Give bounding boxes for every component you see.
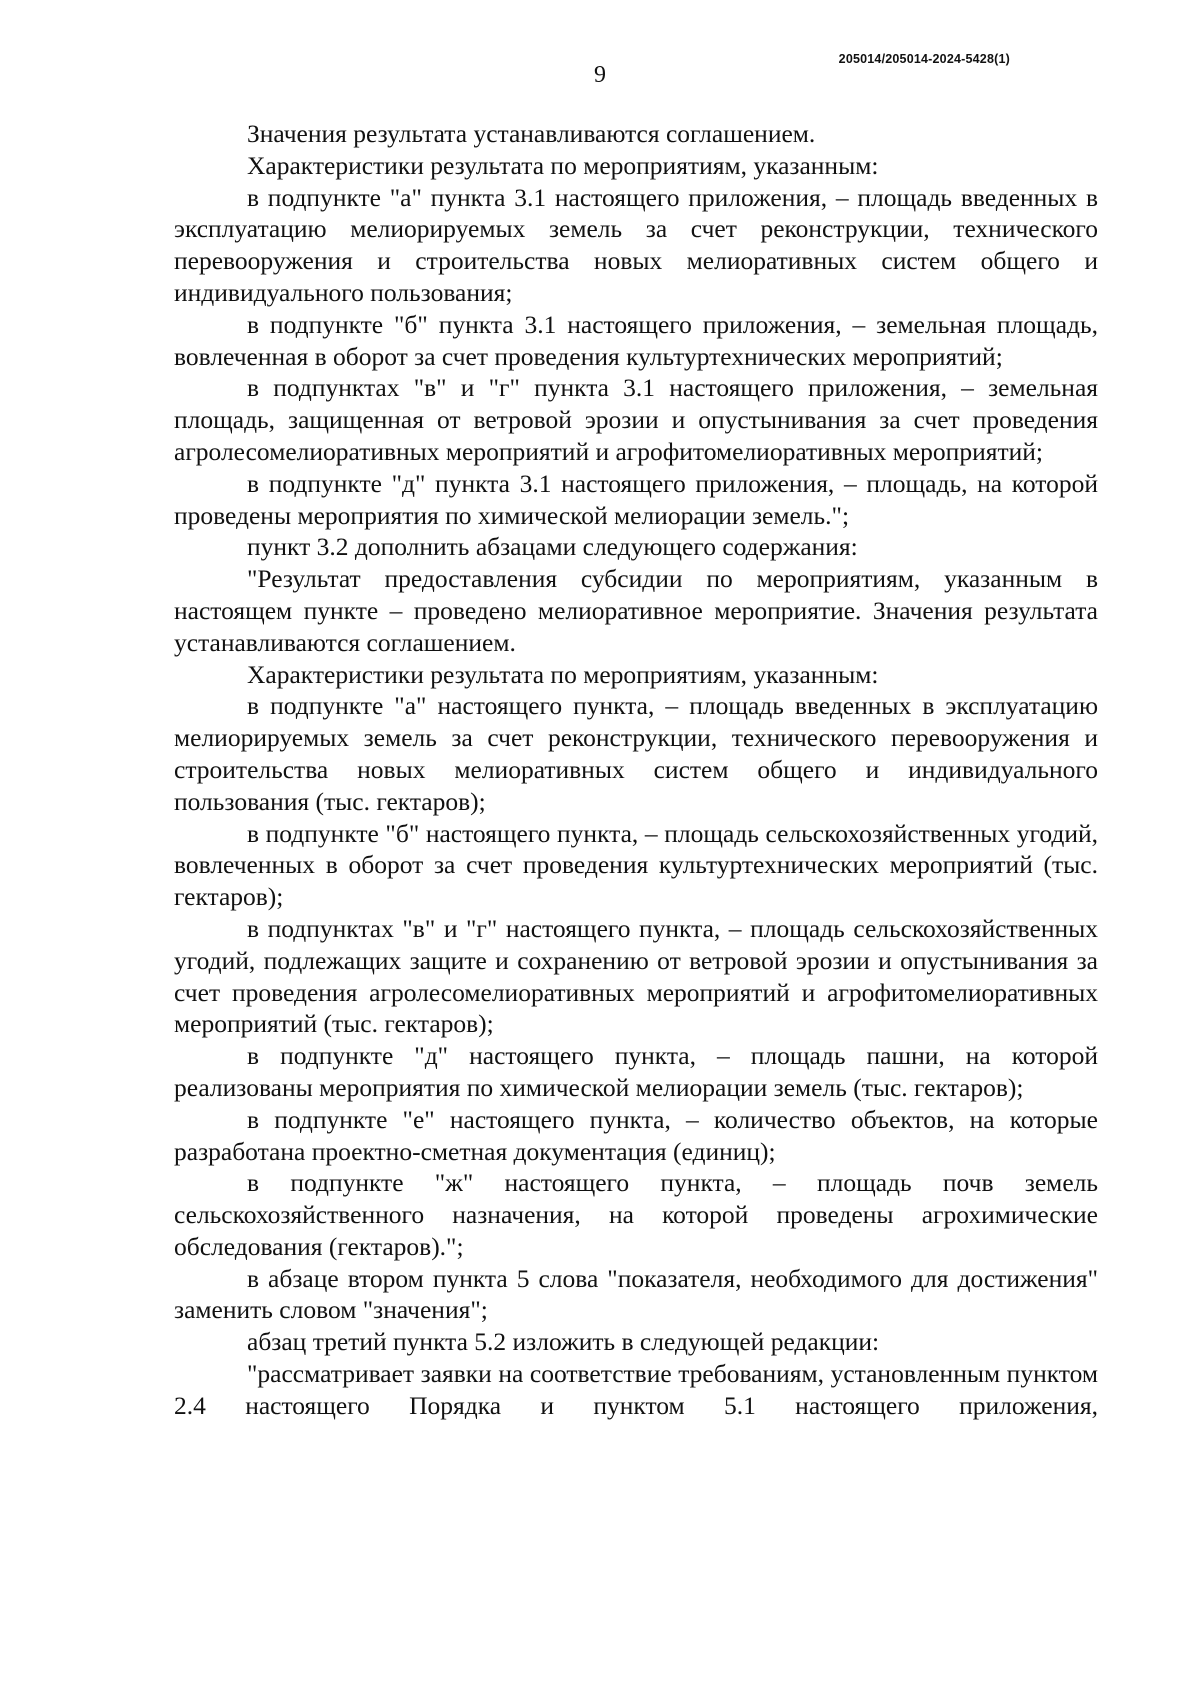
paragraph: в подпункте "б" пункта 3.1 настоящего приложения, – земельная площадь, вовлеченная в оборот за счет проведения культуртехнических мероприятий; bbox=[174, 309, 1098, 371]
paragraph: абзац третий пункта 5.2 изложить в следующей редакции: bbox=[247, 1327, 880, 1357]
paragraph: в подпунктах "в" и "г" настоящего пункта, – площадь сельскохозяйственных угодий, подлежащих защите и сохранению от ветровой эрозии и опустынивания за счет проведения агролесомелиоративных мероприятий и агрофитомелиоративных мероприятий (тыс. гектаров); bbox=[174, 913, 1098, 1039]
document-body bbox=[174, 118, 1098, 1422]
paragraph: Значения результата устанавливаются соглашением. bbox=[247, 119, 816, 148]
paragraph: Характеристики результата по мероприятиям, указанным: bbox=[247, 659, 879, 689]
paragraph: в подпунктах "в" и "г" пункта 3.1 настоящего приложения, – земельная площадь, защищенная от ветровой эрозии и опустынивания за счет проведения агролесомелиоративных мероприятий и агрофитомелиоративных мероприятий; bbox=[174, 373, 1098, 466]
document-id: 205014/205014-2024-5428(1) bbox=[838, 52, 1010, 66]
paragraph: в абзаце втором пункта 5 слова "показателя, необходимого для достижения" заменить словом "значения"; bbox=[174, 1263, 1098, 1325]
paragraph: "рассматривает заявки на соответствие требованиям, установленным пунктом 2.4 настоящего Порядка и пунктом 5.1 настоящего приложения, bbox=[174, 1359, 1098, 1420]
paragraph: в подпункте "ж" настоящего пункта, – площадь почв земель сельскохозяйственного назначения, на которой проведены агрохимические обследования (гектаров)."; bbox=[174, 1168, 1098, 1261]
paragraph: в подпункте "б" настоящего пункта, – площадь сельскохозяйственных угодий, вовлеченных в оборот за счет проведения культуртехнических мероприятий (тыс. гектаров); bbox=[174, 818, 1098, 912]
paragraph: в подпункте "е" настоящего пункта, – количество объектов, на которые разработана проектно-сметная документация (единиц); bbox=[174, 1104, 1098, 1166]
page-number: 9 bbox=[594, 62, 606, 88]
paragraph: "Результат предоставления субсидии по мероприятиям, указанным в настоящем пункте – проведено мелиоративное мероприятие. Значения результата устанавливаются соглашением. bbox=[174, 564, 1098, 657]
paragraph: пункт 3.2 дополнить абзацами следующего содержания: bbox=[247, 532, 858, 562]
paragraph: в подпункте "а" пункта 3.1 настоящего приложения, – площадь введенных в эксплуатацию мелиорируемых земель за счет реконструкции, технического перевооружения и строительства новых мелиоративных систем общего и индивидуального пользования; bbox=[174, 182, 1098, 307]
paragraph: в подпункте "а" настоящего пункта, – площадь введенных в эксплуатацию мелиорируемых земель за счет реконструкции, технического перевооружения и строительства новых мелиоративных систем общего и индивидуального пользования (тыс. гектаров); bbox=[174, 691, 1098, 816]
paragraph: Характеристики результата по мероприятиям, указанным: bbox=[247, 150, 879, 180]
paragraph: в подпункте "д" настоящего пункта, – площадь пашни, на которой реализованы мероприятия по химической мелиорации земель (тыс. гектаров); bbox=[174, 1041, 1098, 1102]
paragraph: в подпункте "д" пункта 3.1 настоящего приложения, – площадь, на которой проведены мероприятия по химической мелиорации земель."; bbox=[174, 468, 1098, 530]
